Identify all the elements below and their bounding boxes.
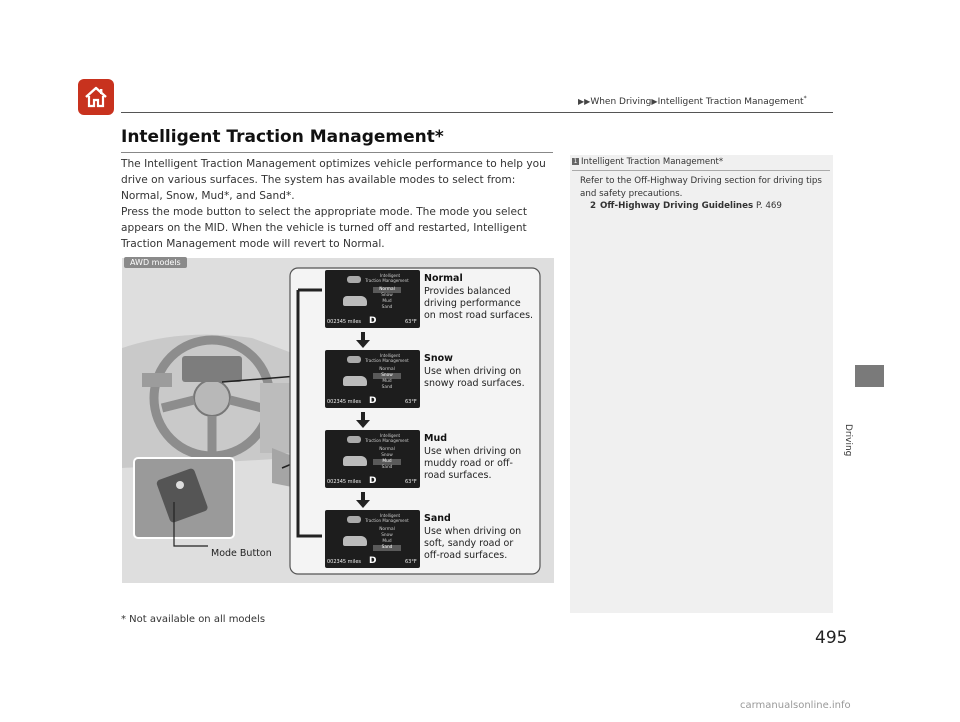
temperature-readout: 63°F — [405, 479, 417, 485]
screen-menu-item: Mud — [373, 459, 401, 465]
mode-description-line: driving performance — [424, 298, 521, 309]
screen-menu-item: Sand — [381, 305, 393, 310]
temperature-readout: 63°F — [405, 319, 417, 325]
title-rule — [121, 152, 553, 153]
awd-models-badge: AWD models — [124, 257, 187, 268]
note-panel — [570, 155, 833, 613]
vehicle-icon — [343, 536, 367, 546]
traction-icon — [347, 516, 361, 523]
mode-description-line: road surfaces. — [424, 470, 492, 481]
mode-description-line: Use when driving on — [424, 366, 522, 377]
breadcrumb-arrow-icon: ▶ — [651, 97, 658, 106]
chapter-tab[interactable] — [855, 365, 884, 387]
page-title: Intelligent Traction Management* — [121, 127, 444, 147]
mid-screen-snow — [325, 350, 420, 408]
screen-subtitle: Traction Management — [365, 438, 409, 443]
note-title: 1 Intelligent Traction Management* — [573, 157, 724, 167]
home-button[interactable] — [78, 79, 114, 115]
body-paragraph-2: Press the mode button to select the appropriate mode. The mode you select appears on the MID. When the vehicle is turned off and restarted, Intelligent Traction Management mode will revert to Normal. — [121, 206, 527, 250]
mode-description-line: soft, sandy road or — [424, 538, 514, 549]
screen-subtitle: Traction Management — [365, 278, 409, 283]
note-link[interactable] — [590, 201, 782, 211]
screen-title: Intelligent — [379, 513, 401, 518]
screen-title: Intelligent — [379, 273, 401, 278]
screen-title: Intelligent — [379, 353, 401, 358]
screen-menu-item: Snow — [381, 293, 393, 298]
note-link-page: P. 469 — [755, 201, 782, 211]
chapter-label: Driving — [843, 424, 853, 457]
screen-menu-item: Sand — [373, 545, 401, 551]
body-paragraph-1: The Intelligent Traction Management optimizes vehicle performance to help you drive on various surfaces. The system has available modes to select from: Normal, Snow, Mud*, and Sand*. — [121, 158, 546, 202]
home-icon — [83, 85, 109, 109]
traction-icon — [347, 436, 361, 443]
screen-menu-item: Normal — [379, 367, 395, 372]
mode-name-snow: Snow — [424, 353, 453, 364]
screen-subtitle: Traction Management — [365, 358, 409, 363]
gear-indicator: D — [369, 556, 377, 566]
screen-menu-item: Normal — [379, 447, 395, 452]
screen-menu-item: Normal — [379, 527, 395, 532]
odometer-readout: 002345 miles — [327, 399, 362, 405]
screen-menu-item: Snow — [381, 533, 393, 538]
screen-menu-item: Snow — [381, 453, 393, 458]
screen-menu-item: Normal — [373, 287, 401, 293]
traction-icon — [347, 356, 361, 363]
breadcrumb-star: * — [803, 95, 807, 102]
odometer-readout: 002345 miles — [327, 479, 362, 485]
mode-button-label: Mode Button — [211, 548, 272, 559]
link-arrow-icon: 2 — [590, 201, 597, 211]
title-star: * — [434, 127, 444, 147]
vehicle-icon — [343, 456, 367, 466]
breadcrumb-arrow-icon: ▶▶ — [578, 97, 591, 106]
vehicle-icon — [343, 296, 367, 306]
odometer-readout: 002345 miles — [327, 319, 362, 325]
temperature-readout: 63°F — [405, 559, 417, 565]
temperature-readout: 63°F — [405, 399, 417, 405]
mid-screen-normal — [325, 270, 420, 328]
mode-name-sand: Sand — [424, 513, 451, 524]
gear-indicator: D — [369, 316, 377, 326]
screen-menu-item: Sand — [381, 385, 393, 390]
vehicle-icon — [343, 376, 367, 386]
breadcrumb-link-when-driving[interactable]: When Driving — [590, 97, 652, 107]
mode-description-line: off-road surfaces. — [424, 550, 508, 561]
footnote: * Not available on all models — [121, 614, 266, 625]
mid-screen-sand — [325, 510, 420, 568]
mode-description-line: snowy road surfaces. — [424, 378, 525, 389]
note-link-text[interactable]: Off-Highway Driving Guidelines — [600, 201, 754, 211]
note-rule — [572, 170, 830, 171]
mode-description-line: muddy road or off- — [424, 458, 513, 469]
screen-menu-item: Sand — [381, 465, 393, 470]
mode-name-mud: Mud — [424, 433, 448, 444]
screen-title: Intelligent — [379, 433, 401, 438]
screen-menu-item: Snow — [373, 373, 401, 379]
screen-menu-item: Mud — [382, 539, 392, 544]
odometer-readout: 002345 miles — [327, 559, 362, 565]
note-number-badge: 1 — [573, 158, 578, 165]
gear-indicator: D — [369, 476, 377, 486]
breadcrumb — [578, 95, 807, 107]
watermark: carmanualsonline.info — [740, 700, 851, 711]
screen-menu-item: Mud — [382, 299, 392, 304]
mid-screen-mud — [325, 430, 420, 488]
header-rule — [121, 112, 833, 113]
screen-menu-item: Mud — [382, 379, 392, 384]
mode-description-line: on most road surfaces. — [424, 310, 534, 321]
mode-name-normal: Normal — [424, 273, 463, 284]
gear-indicator: D — [369, 396, 377, 406]
screen-subtitle: Traction Management — [365, 518, 409, 523]
traction-icon — [347, 276, 361, 283]
mode-description-line: Use when driving on — [424, 526, 522, 537]
note-text: Refer to the Off-Highway Driving section for driving tips and safety precautions. — [580, 176, 822, 199]
mode-description-line: Provides balanced — [424, 286, 511, 297]
page-number: 495 — [815, 628, 848, 648]
mode-description-line: Use when driving on — [424, 446, 522, 457]
breadcrumb-current: Intelligent Traction Management — [657, 97, 804, 107]
body-text — [121, 156, 553, 252]
